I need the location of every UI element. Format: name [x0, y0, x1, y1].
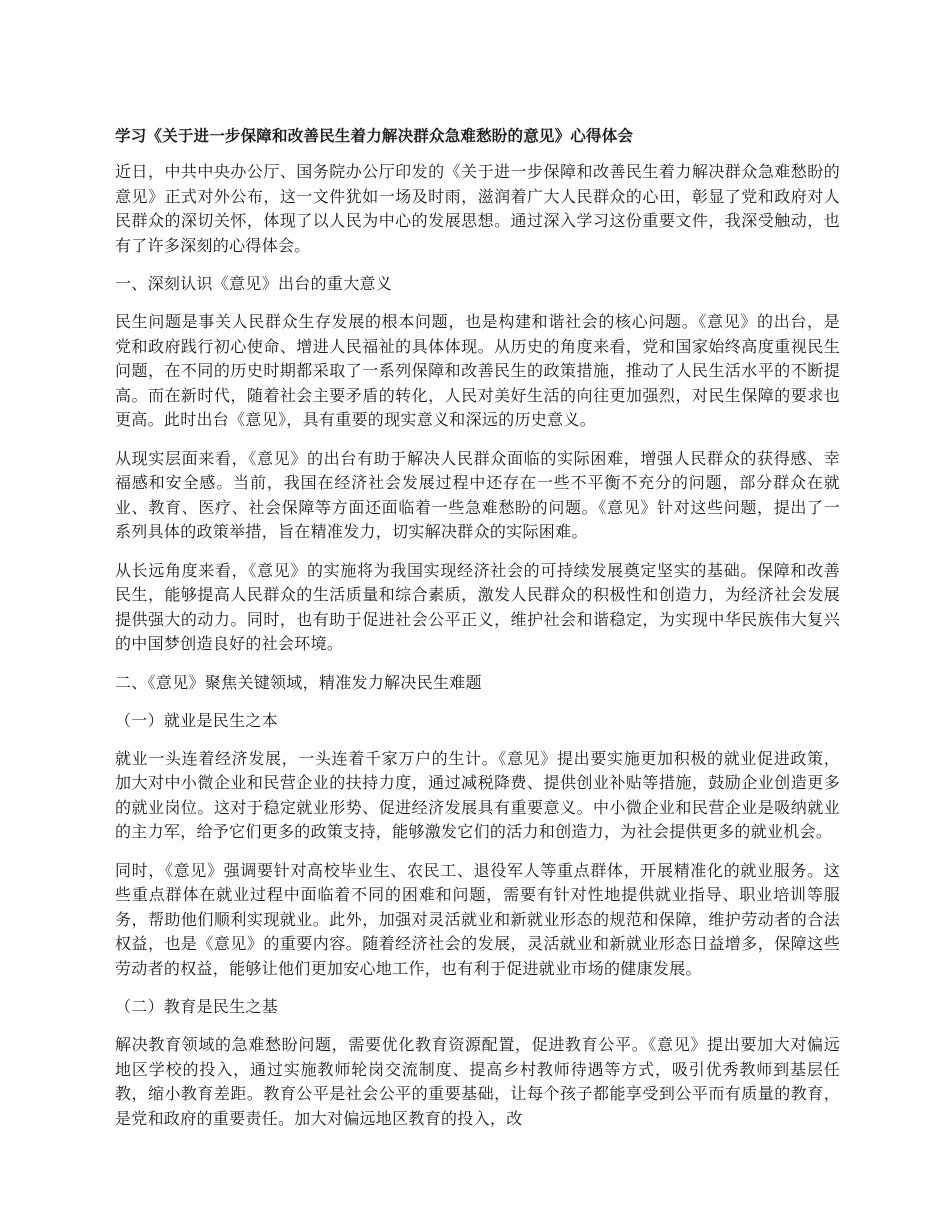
- paragraph: 从长远角度来看，《意见》的实施将为我国实现经济社会的可持续发展奠定坚实的基础。保障和改善民生，能够提高人民群众的生活质量和综合素质，激发人民群众的积极性和创造力，为经济社会发展提供强大的动力。同时，也有助于促进社会公平正义，维护社会和谐稳定，为实现中华民族伟大复兴的中国梦创造良好的社会环境。: [115, 560, 840, 653]
- paragraph: 就业一头连着经济发展，一头连着千家万户的生计。《意见》提出要实施更加积极的就业促进政策，加大对中小微企业和民营企业的扶持力度，通过减税降费、提供创业补贴等措施，鼓励企业创造更多的就业岗位。这对于稳定就业形势、促进经济发展具有重要意义。中小微企业和民营企业是吸纳就业的主力军，给予它们更多的政策支持，能够激发它们的活力和创造力，为社会提供更多的就业机会。: [115, 748, 840, 841]
- subsection-heading-education: （二）教育是民生之基: [115, 997, 279, 1016]
- section-heading-2: 二、《意见》聚焦关键领域，精准发力解决民生难题: [115, 672, 482, 692]
- document-page: [115, 124, 840, 1145]
- paragraph: 从现实层面来看，《意见》的出台有助于解决人民群众面临的实际困难，增强人民群众的获得感、幸福感和安全感。当前，我国在经济社会发展过程中还存在一些不平衡不充分的问题，部分群众在就业、教育、医疗、社会保障等方面还面临着一些急难愁盼的问题。《意见》针对这些问题，提出了一系列具体的政策举措，旨在精准发力，切实解决群众的实际困难。: [115, 448, 840, 541]
- subsection-heading-employment: （一）就业是民生之本: [115, 710, 279, 730]
- paragraph: 解决教育领域的急难愁盼问题，需要优化教育资源配置，促进教育公平。《意见》提出要加大对偏远地区学校的投入，通过实施教师轮岗交流制度、提高乡村教师待遇等方式，吸引优秀教师到基层任教，缩小教育差距。教育公平是社会公平的重要基础，让每个孩子都能享受到公平而有质量的教育，是党和政府的重要责任。加大对偏远地区教育的投入，改: [115, 1035, 840, 1128]
- document-title: 学习《关于进一步保障和改善民生着力解决群众急难愁盼的意见》心得体会: [115, 127, 634, 145]
- paragraph: 民生问题是事关人民群众生存发展的根本问题，也是构建和谐社会的核心问题。《意见》的出台，是党和政府践行初心使命、增进人民福祉的具体体现。从历史的角度来看，党和国家始终高度重视民生问题，在不同的历史时期都采取了一系列保障和改善民生的政策措施，推动了人民生活水平的不断提高。而在新时代，随着社会主要矛盾的转化，人民对美好生活的向往更加强烈，对民生保障的要求也更高。此时出台《意见》，具有重要的现实意义和深远的历史意义。: [115, 312, 840, 429]
- section-heading-1: 一、深刻认识《意见》出台的重大意义: [115, 274, 393, 293]
- paragraph-intro: 近日，中共中央办公厅、国务院办公厅印发的《关于进一步保障和改善民生着力解决群众急难愁盼的意见》正式对外公布，这一文件犹如一场及时雨，滋润着广大人民群众的心田，彰显了党和政府对人民群众的深切关怀，体现了以人民为中心的发展思想。通过深入学习这份重要文件，我深受触动，也有了许多深刻的心得体会。: [115, 162, 840, 255]
- paragraph: 同时，《意见》强调要针对高校毕业生、农民工、退役军人等重点群体，开展精准化的就业服务。这些重点群体在就业过程中面临着不同的困难和问题，需要有针对性地提供就业指导、职业培训等服务，帮助他们顺利实现就业。此外，加强对灵活就业和新就业形态的规范和保障，维护劳动者的合法权益，也是《意见》的重要内容。随着经济社会的发展，灵活就业和新就业形态日益增多，保障这些劳动者的权益，能够让他们更加安心地工作，也有利于促进就业市场的健康发展。: [115, 860, 840, 978]
